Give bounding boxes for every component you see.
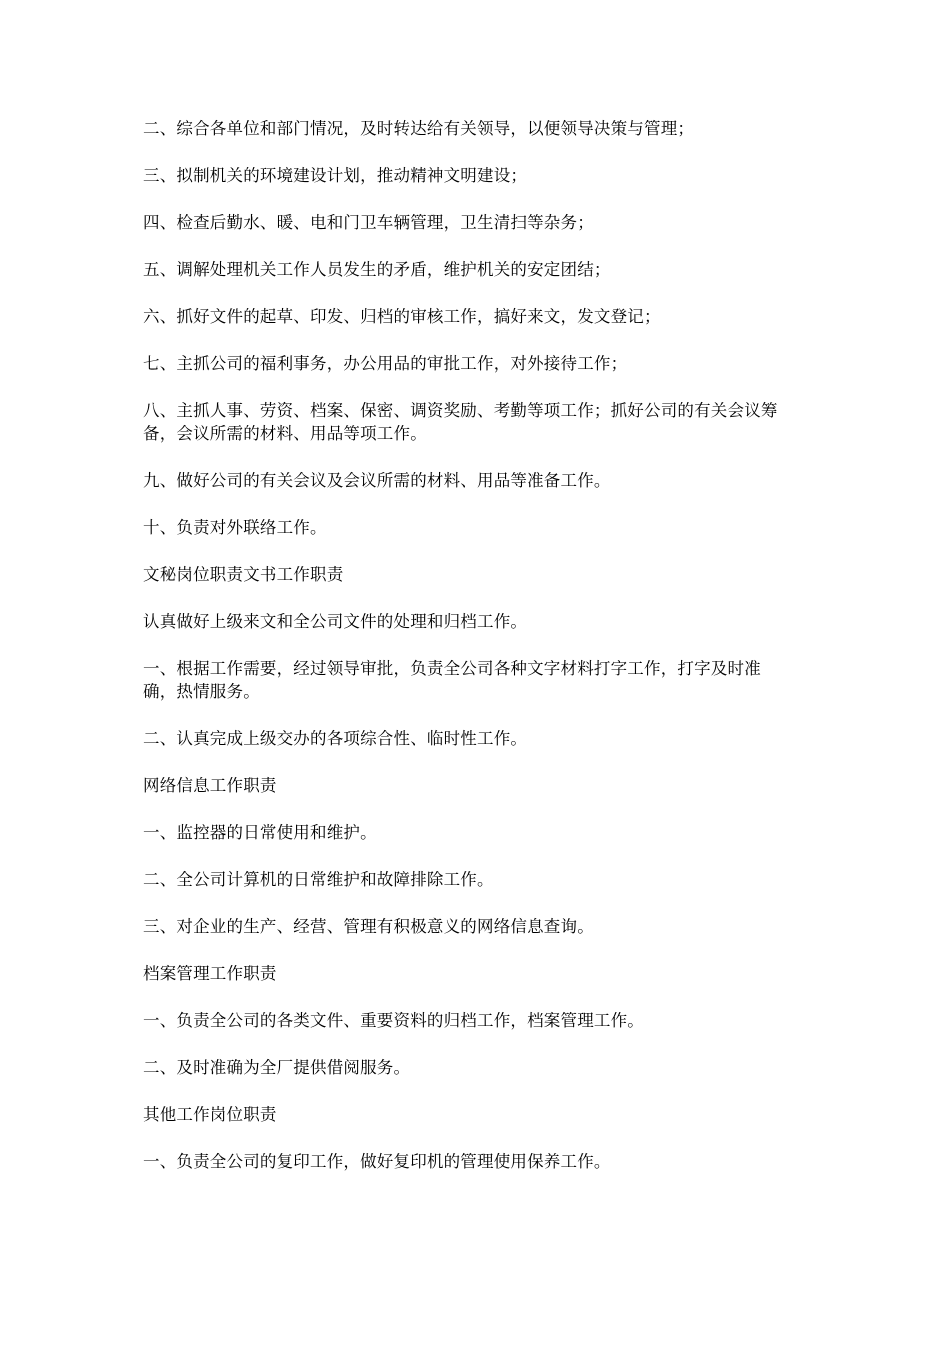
paragraph-secretary-1: 一、根据工作需要，经过领导审批，负责全公司各种文字材料打字工作，打字及时准确，热情服务。: [143, 659, 761, 701]
paragraph-4: 四、检查后勤水、暖、电和门卫车辆管理，卫生清扫等杂务；: [143, 213, 594, 232]
paragraph-9: 九、做好公司的有关会议及会议所需的材料、用品等准备工作。: [143, 471, 611, 490]
paragraph-network-2: 二、全公司计算机的日常维护和故障排除工作。: [143, 870, 494, 889]
paragraph-6: 六、抓好文件的起草、印发、归档的审核工作，搞好来文，发文登记；: [143, 307, 661, 326]
paragraph-archive-2: 二、及时准确为全厂提供借阅服务。: [143, 1058, 411, 1077]
section-heading-network: 网络信息工作职责: [143, 776, 277, 795]
paragraph-10: 十、负责对外联络工作。: [143, 518, 327, 537]
paragraph-5: 五、调解处理机关工作人员发生的矛盾，维护机关的安定团结；: [143, 260, 611, 279]
paragraph-archive-1: 一、负责全公司的各类文件、重要资料的归档工作，档案管理工作。: [143, 1011, 644, 1030]
paragraph-secretary-intro: 认真做好上级来文和全公司文件的处理和归档工作。: [143, 612, 528, 631]
section-heading-archive: 档案管理工作职责: [143, 964, 277, 983]
paragraph-network-3: 三、对企业的生产、经营、管理有积极意义的网络信息查询。: [143, 917, 594, 936]
paragraph-secretary-2: 二、认真完成上级交办的各项综合性、临时性工作。: [143, 729, 528, 748]
paragraph-3: 三、拟制机关的环境建设计划，推动精神文明建设；: [143, 166, 528, 185]
section-heading-secretary: 文秘岗位职责文书工作职责: [143, 565, 344, 584]
section-heading-other: 其他工作岗位职责: [143, 1105, 277, 1124]
document-page: [143, 117, 783, 1197]
paragraph-2: 二、综合各单位和部门情况，及时转达给有关领导，以便领导决策与管理；: [143, 119, 695, 138]
paragraph-7: 七、主抓公司的福利事务，办公用品的审批工作，对外接待工作；: [143, 354, 628, 373]
paragraph-other-1: 一、负责全公司的复印工作，做好复印机的管理使用保养工作。: [143, 1152, 611, 1171]
paragraph-8: 八、主抓人事、劳资、档案、保密、调资奖励、考勤等项工作；抓好公司的有关会议筹备，会议所需的材料、用品等项工作。: [143, 401, 778, 443]
paragraph-network-1: 一、监控器的日常使用和维护。: [143, 823, 377, 842]
